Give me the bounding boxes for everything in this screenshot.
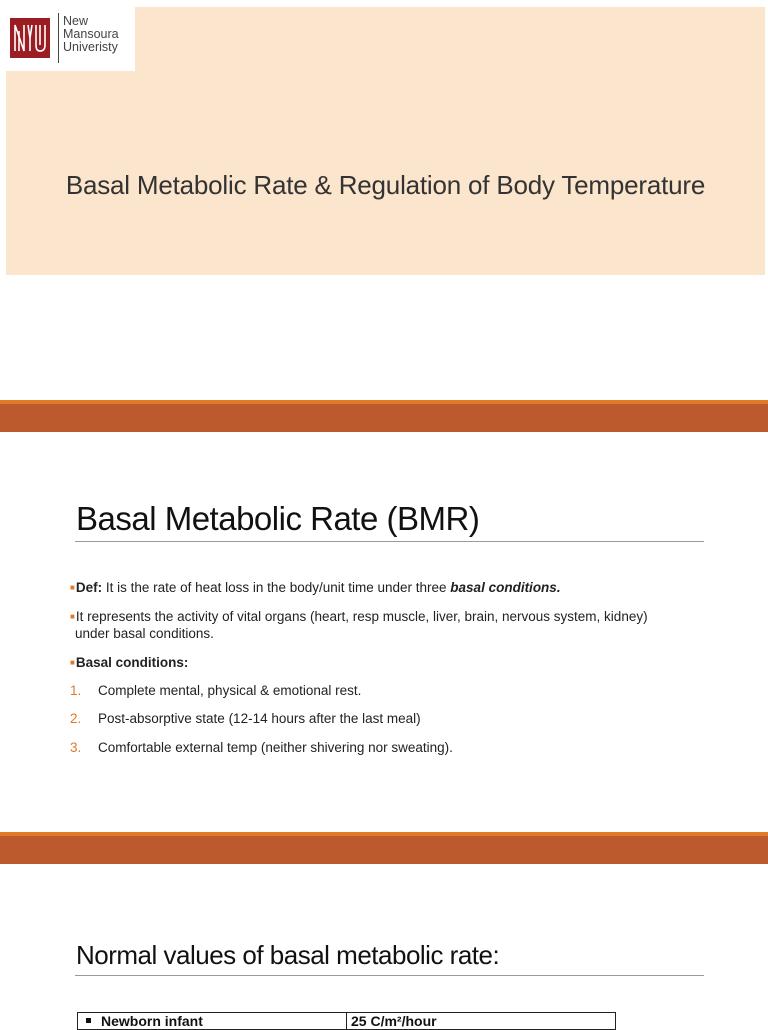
bmr-heading: Basal Metabolic Rate (BMR) (76, 500, 480, 537)
def-text: It is the rate of heat loss in the body/unit time under three (102, 580, 451, 595)
university-name: New Mansoura Univeristy (63, 14, 119, 54)
university-logo (6, 7, 135, 71)
condition-item (70, 740, 453, 756)
bullet-icon: ■ (70, 658, 75, 667)
slide-divider-band (0, 400, 768, 432)
heading-rule (75, 541, 704, 542)
condition-text: Post-absorptive state (12-14 hours after the last meal) (98, 711, 421, 726)
condition-number: 3. (70, 740, 82, 755)
heading-rule (75, 975, 704, 976)
condition-number: 1. (70, 683, 82, 698)
basal-label: Basal conditions: (75, 655, 189, 670)
bmr-content (70, 580, 710, 760)
table-cell-label (86, 1013, 203, 1029)
condition-text: Complete mental, physical & emotional rest. (98, 683, 362, 698)
university-emblem-icon (10, 18, 50, 58)
slide-divider-band (0, 832, 768, 864)
represents-item (70, 609, 648, 625)
normal-values-heading: Normal values of basal metabolic rate: (76, 940, 500, 970)
represents-line2: under basal conditions. (75, 626, 214, 641)
condition-number: 2. (70, 711, 82, 726)
bullet-icon: ■ (70, 612, 75, 621)
bullet-icon: ■ (70, 583, 75, 592)
newborn-label: Newborn infant (101, 1013, 203, 1029)
def-label: Def: (75, 580, 103, 595)
definition-item (70, 580, 561, 596)
title-slide (6, 7, 765, 275)
bullet-icon (86, 1018, 91, 1023)
basal-conditions-item (70, 655, 188, 671)
logo-divider (58, 13, 59, 63)
slide-title: Basal Metabolic Rate & Regulation of Body Temperature (65, 170, 706, 200)
table-cell-value: 25 C/m²/hour (346, 1013, 437, 1029)
normal-values-table (77, 1012, 616, 1030)
condition-text: Comfortable external temp (neither shivering nor sweating). (98, 740, 453, 755)
condition-item (70, 683, 361, 699)
represents-line1: It represents the activity of vital organs (heart, resp muscle, liver, brain, nervous system, kidney) (75, 609, 648, 624)
condition-item (70, 711, 421, 727)
def-emphasis: basal conditions. (450, 580, 561, 595)
